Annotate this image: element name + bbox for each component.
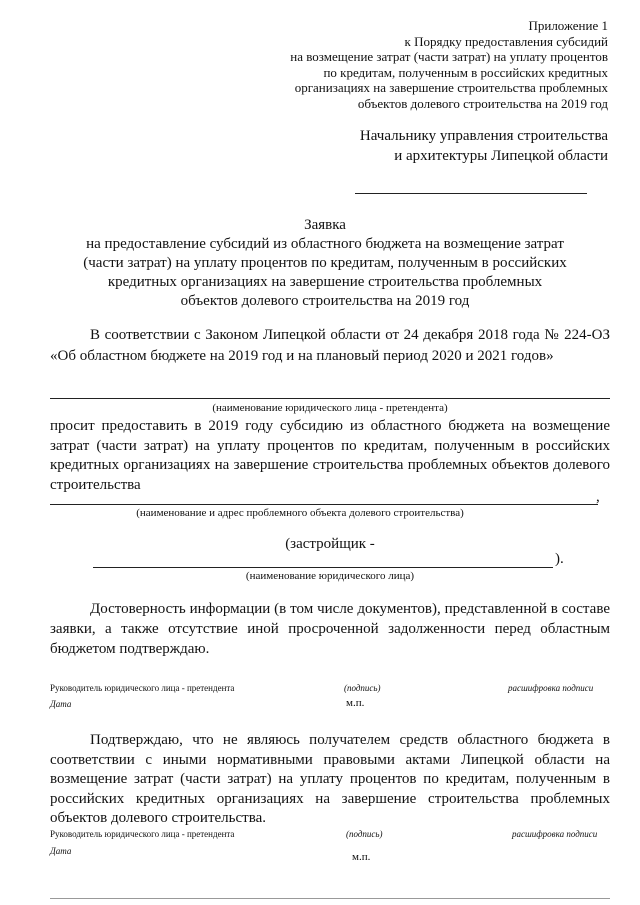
title-line: (части затрат) на уплату процентов по кредитам, полученным в российских (83, 255, 567, 271)
head-of-applicant-label: Руководитель юридического лица - претендента (50, 683, 235, 693)
signature-label: (подпись) (346, 829, 383, 839)
request-paragraph: просит предоставить в 2019 году субсидию из областного бюджета на возмещение затрат (части затрат) на уплату процентов по кредитам, полученным в российских кредитных организациях на завершение строительства проблемных объектов долевого строительства (50, 418, 610, 493)
appendix-header (188, 18, 608, 112)
title-line: объектов долевого строительства на 2019 год (180, 293, 470, 309)
appendix-line: Приложение 1 (528, 18, 608, 33)
page-bottom-rule (50, 898, 610, 899)
appendix-line: на возмещение затрат (части затрат) на уплату процентов (290, 49, 608, 65)
object-line-comma: , (596, 489, 600, 505)
date-label: Дата (50, 846, 72, 856)
addressee (188, 126, 608, 166)
addressee-line: и архитектуры Липецкой области (394, 148, 608, 164)
addressee-name-line (355, 193, 587, 194)
developer-label: (застройщик - (285, 536, 375, 552)
title-line: на предоставление субсидий из областного бюджета на возмещение затрат (86, 236, 564, 252)
date-label: Дата (50, 699, 72, 709)
seal-label: м.п. (346, 697, 365, 709)
law-paragraph: В соответствии с Законом Липецкой области от 24 декабря 2018 года № 224-ОЗ «Об областном бюджете на 2019 год и на плановый период 2020 и 2021 годов» (50, 327, 610, 364)
caption-legal-entity: (наименование юридического лица) (245, 570, 415, 582)
developer-name-line (93, 567, 553, 568)
appendix-line: объектов долевого строительства на 2019 год (357, 95, 608, 111)
caption-object: (наименование и адрес проблемного объекта долевого строительства) (136, 507, 464, 519)
addressee-line: Начальнику управления строительства (359, 128, 608, 144)
confirm-paragraph: Подтверждаю, что не являюсь получателем средств областного бюджета в соответствии с иными нормативными правовыми актами Липецкой области на возмещение затрат (части затрат) на уплату процентов по кредитам, полученным в российских кредитных организациях на завершение строительства проблемных объектов долевого строительства. (50, 732, 610, 826)
head-of-applicant-label: Руководитель юридического лица - претендента (50, 829, 235, 839)
applicant-name-line (50, 398, 610, 399)
title-heading: Заявка (304, 217, 346, 233)
caption-applicant: (наименование юридического лица - претендента) (212, 402, 448, 414)
seal-label: м.п. (352, 851, 371, 863)
appendix-line: к Порядку предоставления субсидий (404, 33, 608, 49)
object-address-line (50, 504, 598, 505)
signature-decoding-label: расшифровка подписи (512, 829, 598, 839)
signature-label: (подпись) (344, 683, 381, 693)
document-title (40, 216, 610, 311)
title-line: кредитных организациях на завершение строительства проблемных (107, 274, 543, 290)
developer-closing: ). (555, 551, 564, 567)
signature-decoding-label: расшифровка подписи (508, 683, 594, 693)
appendix-line: организациях на завершение строительства проблемных (294, 80, 608, 96)
reliability-paragraph: Достоверность информации (в том числе документов), представленной в составе заявки, а также отсутствие иной просроченной задолженности перед областным бюджетом подтверждаю. (50, 601, 610, 657)
appendix-line: по кредитам, полученным в российских кредитных (323, 64, 608, 80)
